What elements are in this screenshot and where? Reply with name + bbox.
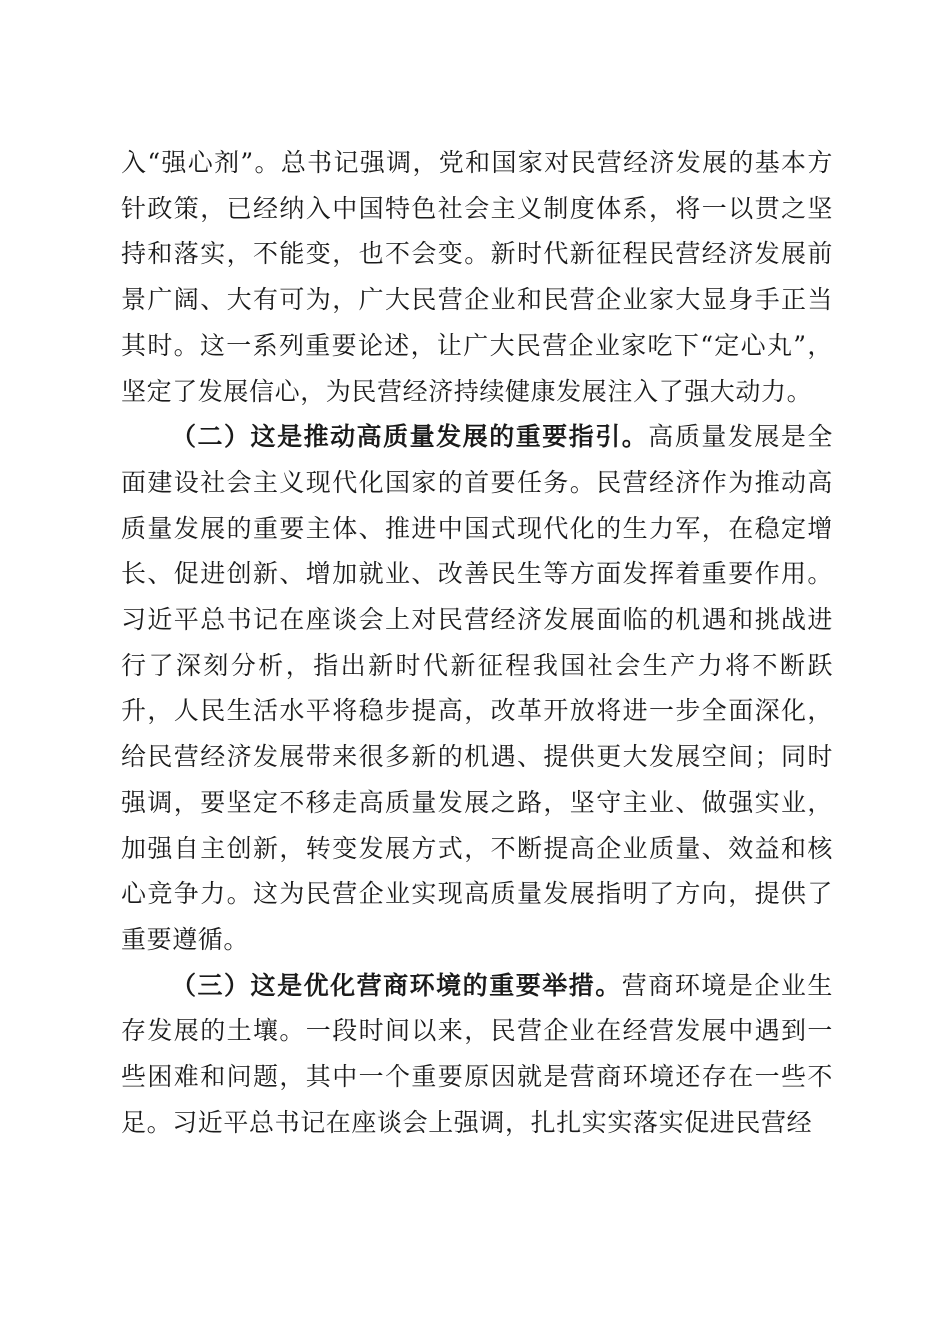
paragraph-section-2 [121, 414, 833, 962]
section-heading-2: （二）这是推动高质量发展的重要指引。 [171, 422, 649, 452]
document-body [121, 140, 833, 1145]
paragraph-text: 入“强心剂”。总书记强调，党和国家对民营经济发展的基本方针政策，已经纳入中国特色社会主义制度体系，将一以贯之坚持和落实，不能变，也不会变。新时代新征程民营经济发展前景广阔、大有可为，广大民营企业和民营企业家大显身手正当其时。这一系列重要论述，让广大民营企业家吃下“定心丸”，坚定了发展信心，为民营经济持续健康发展注入了强大动力。 [121, 148, 833, 406]
paragraph-text: 高质量发展是全面建设社会主义现代化国家的首要任务。民营经济作为推动高质量发展的重要主体、推进中国式现代化的生力军，在稳定增长、促进创新、增加就业、改善民生等方面发挥着重要作用。习近平总书记在座谈会上对民营经济发展面临的机遇和挑战进行了深刻分析，指出新时代新征程我国社会生产力将不断跃升，人民生活水平将稳步提高，改革开放将进一步全面深化，给民营经济发展带来很多新的机遇、提供更大发展空间；同时强调，要坚定不移走高质量发展之路，坚守主业、做强实业，加强自主创新，转变发展方式，不断提高企业质量、效益和核心竞争力。这为民营企业实现高质量发展指明了方向，提供了重要遵循。 [121, 422, 833, 954]
paragraph-continuation [121, 140, 833, 414]
paragraph-section-3 [121, 963, 833, 1146]
section-heading-3: （三）这是优化营商环境的重要举措。 [171, 970, 622, 1000]
paragraph-text: 营商环境是企业生存发展的土壤。一段时间以来，民营企业在经营发展中遇到一些困难和问题，其中一个重要原因就是营商环境还存在一些不足。习近平总书记在座谈会上强调，扎扎实实落实促进民营经 [121, 970, 833, 1137]
